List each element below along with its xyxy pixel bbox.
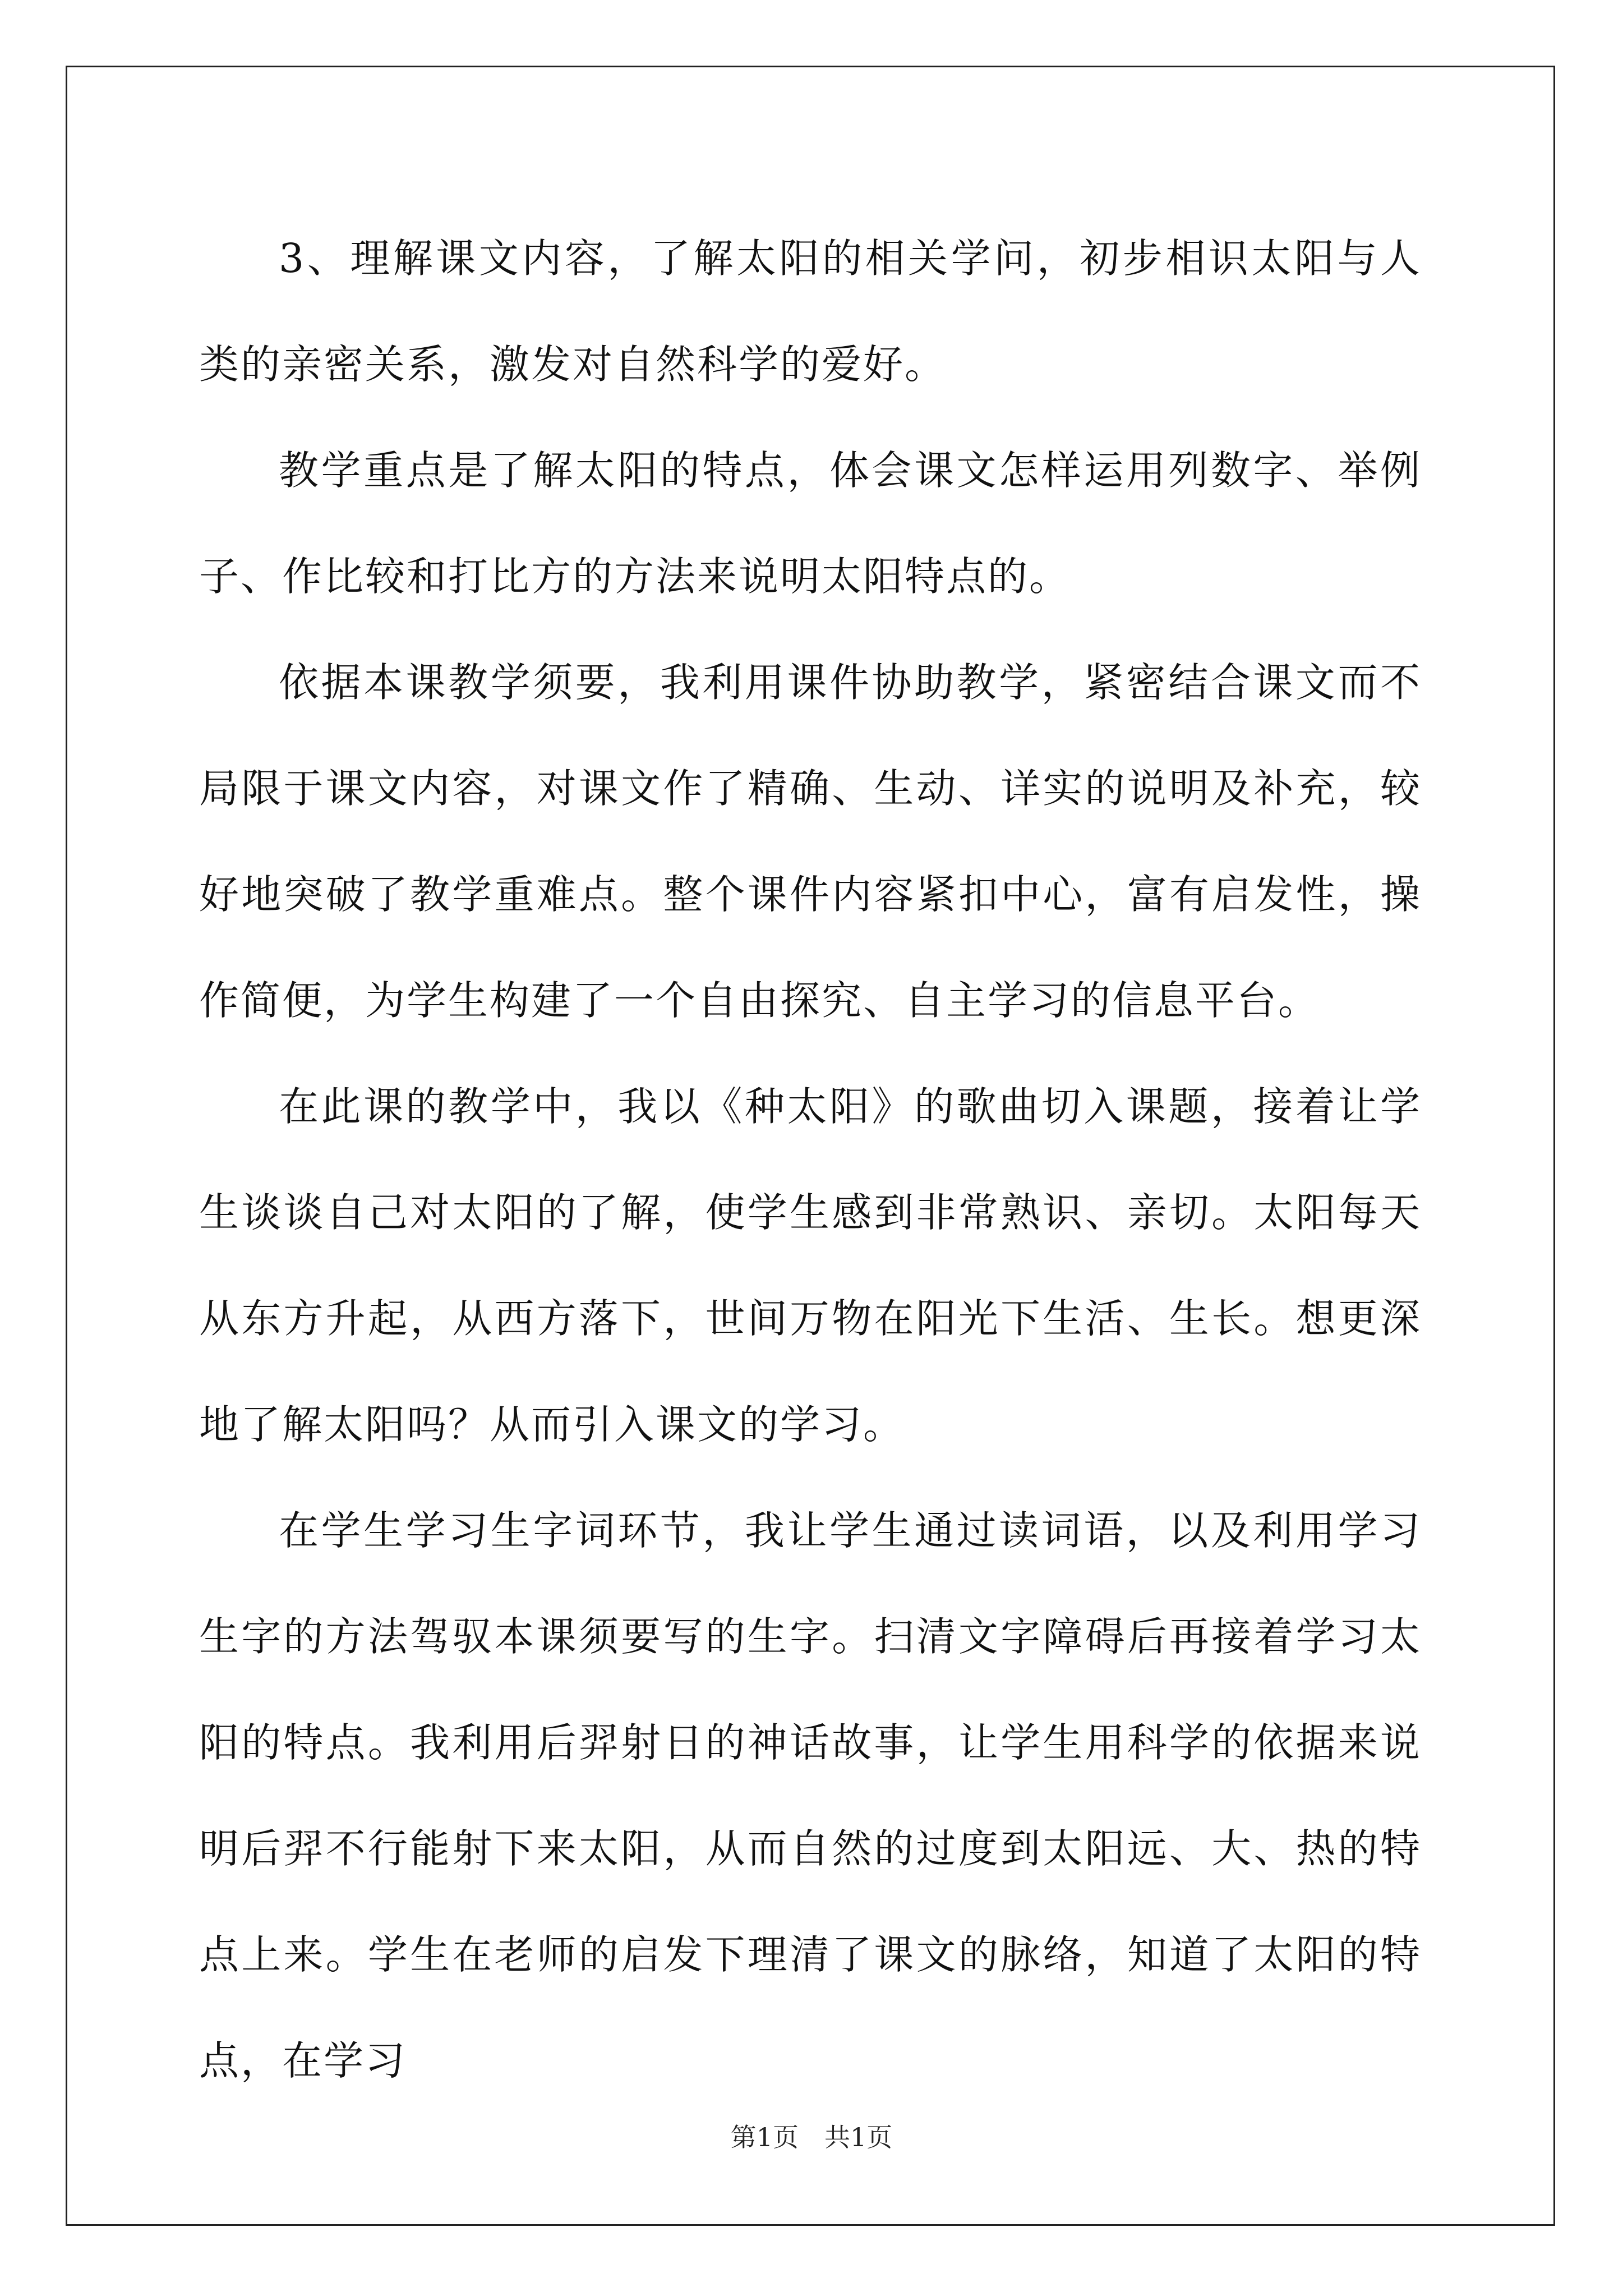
paragraph-3: 依据本课教学须要，我利用课件协助教学，紧密结合课文而不局限于课文内容，对课文作了精确、生动、详实的说明及补充，较好地突破了教学重难点。整个课件内容紧扣中心，富有启发性，操作简便，为学生构建了一个自由探究、自主学习的信息平台。 [199, 659, 1422, 1024]
paragraph-5: 在学生学习生字词环节，我让学生通过读词语，以及利用学习生字的方法驾驭本课须要写的生字。扫清文字障碍后再接着学习太阳的特点。我利用后羿射日的神话故事，让学生用科学的依据来说明后羿不行能射下来太阳，从而自然的过度到太阳远、大、热的特点上来。学生在老师的启发下理清了课文的脉络，知道了太阳的特点，在学习 [199, 1507, 1422, 2084]
paragraph-1: 3、理解课文内容，了解太阳的相关学问，初步相识太阳与人类的亲密关系，激发对自然科学的爱好。 [199, 235, 1422, 388]
page-number-footer: 第1页 共1页 [730, 2122, 893, 2152]
paragraph-2: 教学重点是了解太阳的特点，体会课文怎样运用列数字、举例子、作比较和打比方的方法来说明太阳特点的。 [199, 447, 1422, 600]
paragraph-4: 在此课的教学中，我以《种太阳》的歌曲切入课题，接着让学生谈谈自己对太阳的了解，使学生感到非常熟识、亲切。太阳每天从东方升起，从西方落下，世间万物在阳光下生活、生长。想更深地了解太阳吗？从而引入课文的学习。 [199, 1083, 1422, 1448]
document-body [199, 205, 1422, 2114]
